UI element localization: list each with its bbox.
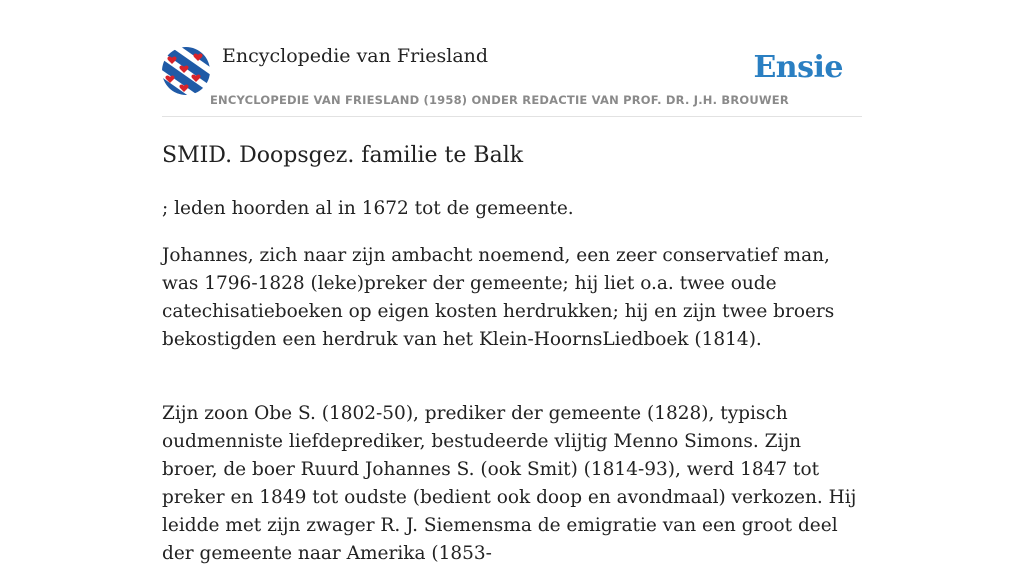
page (162, 0, 862, 564)
paragraph-spacer (162, 372, 862, 400)
encyclopedia-subtitle: ENCYCLOPEDIE VAN FRIESLAND (1958) ONDER REDACTIE VAN PROF. DR. J.H. BROUWER (210, 93, 789, 107)
site-title[interactable]: Encyclopedie van Friesland (222, 45, 489, 67)
brand-logo-link[interactable]: Ensie (753, 50, 843, 85)
article-title: SMID. Doopsgez. familie te Balk (162, 143, 524, 168)
article-body (162, 195, 862, 568)
friesland-flag-icon[interactable] (162, 47, 210, 95)
site-header (162, 0, 862, 117)
article-paragraph: Johannes, zich naar zijn ambacht noemend, een zeer conservatief man, was 1796-1828 (leke)preker der gemeente; hij liet o.a. twee oude catechisatieboeken op eigen kosten herdrukken; hij en zijn twee broers bekostigden een herdruk van het Klein-HoornsLiedboek (1814). (162, 245, 835, 350)
article-lead: ; leden hoorden al in 1672 tot de gemeente. (162, 198, 574, 219)
article-paragraph: Zijn zoon Obe S. (1802-50), prediker der gemeente (1828), typisch oudmenniste liefdeprediker, bestudeerde vlijtig Menno Simons. Zijn broer, de boer Ruurd Johannes S. (ook Smit) (1814-93), werd 1847 tot preker en 1849 tot oudste (bedient ook doop en avondmaal) verkozen. Hij leidde met zijn zwager R. J. Siemensma de emigratie van een groot deel der gemeente naar Amerika (1853- (162, 403, 857, 564)
